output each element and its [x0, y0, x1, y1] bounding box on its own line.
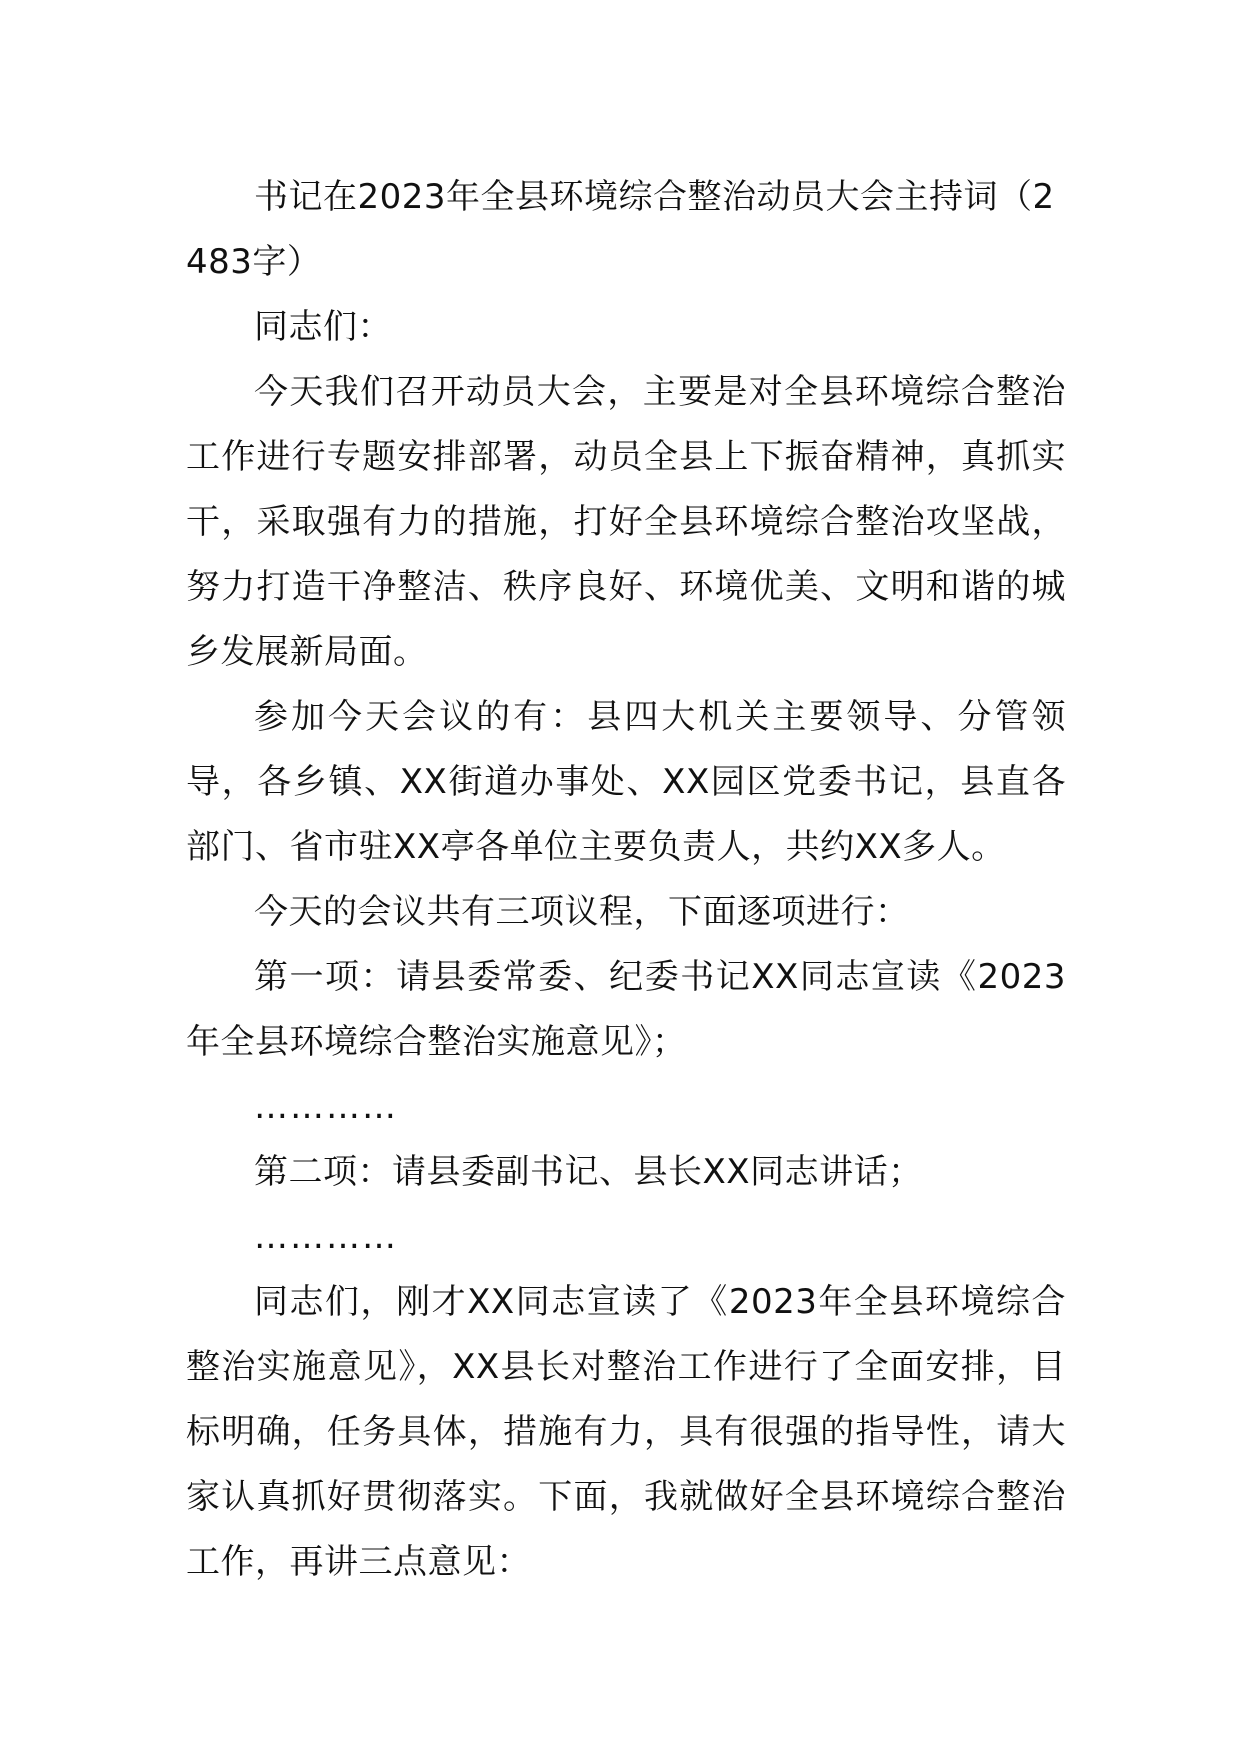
salutation: 同志们： — [254, 307, 392, 347]
ellipsis-1: ………… — [254, 1087, 398, 1127]
paragraph-closing: 同志们，刚才XX同志宣读了《2023年全县环境综合整治实施意见》，XX县长对整治工作进行了全面安排，目标明确，任务具体，措施有力，具有很强的指导性，请大家认真抓好贯彻落实。下面，我就做好全县环境综合整治工作，再讲三点意见： — [186, 1282, 1066, 1582]
agenda-item-2: 第二项：请县委副书记、县长XX同志讲话； — [254, 1152, 923, 1192]
paragraph-agenda-intro: 今天的会议共有三项议程，下面逐项进行： — [254, 892, 910, 932]
ellipsis-2: ………… — [254, 1217, 398, 1257]
document-body — [186, 165, 1066, 1595]
paragraph-opening: 今天我们召开动员大会，主要是对全县环境综合整治工作进行专题安排部署，动员全县上下振奋精神，真抓实干，采取强有力的措施，打好全县环境综合整治攻坚战，努力打造干净整洁、秩序良好、环境优美、文明和谐的城乡发展新局面。 — [186, 372, 1066, 672]
document-title: 书记在2023年全县环境综合整治动员大会主持词（2483字） — [186, 177, 1055, 282]
agenda-item-1: 第一项：请县委常委、纪委书记XX同志宣读《2023年全县环境综合整治实施意见》； — [186, 957, 1066, 1062]
paragraph-attendees: 参加今天会议的有：县四大机关主要领导、分管领导，各乡镇、XX街道办事处、XX园区党委书记，县直各部门、省市驻XX亭各单位主要负责人，共约XX多人。 — [186, 697, 1066, 867]
